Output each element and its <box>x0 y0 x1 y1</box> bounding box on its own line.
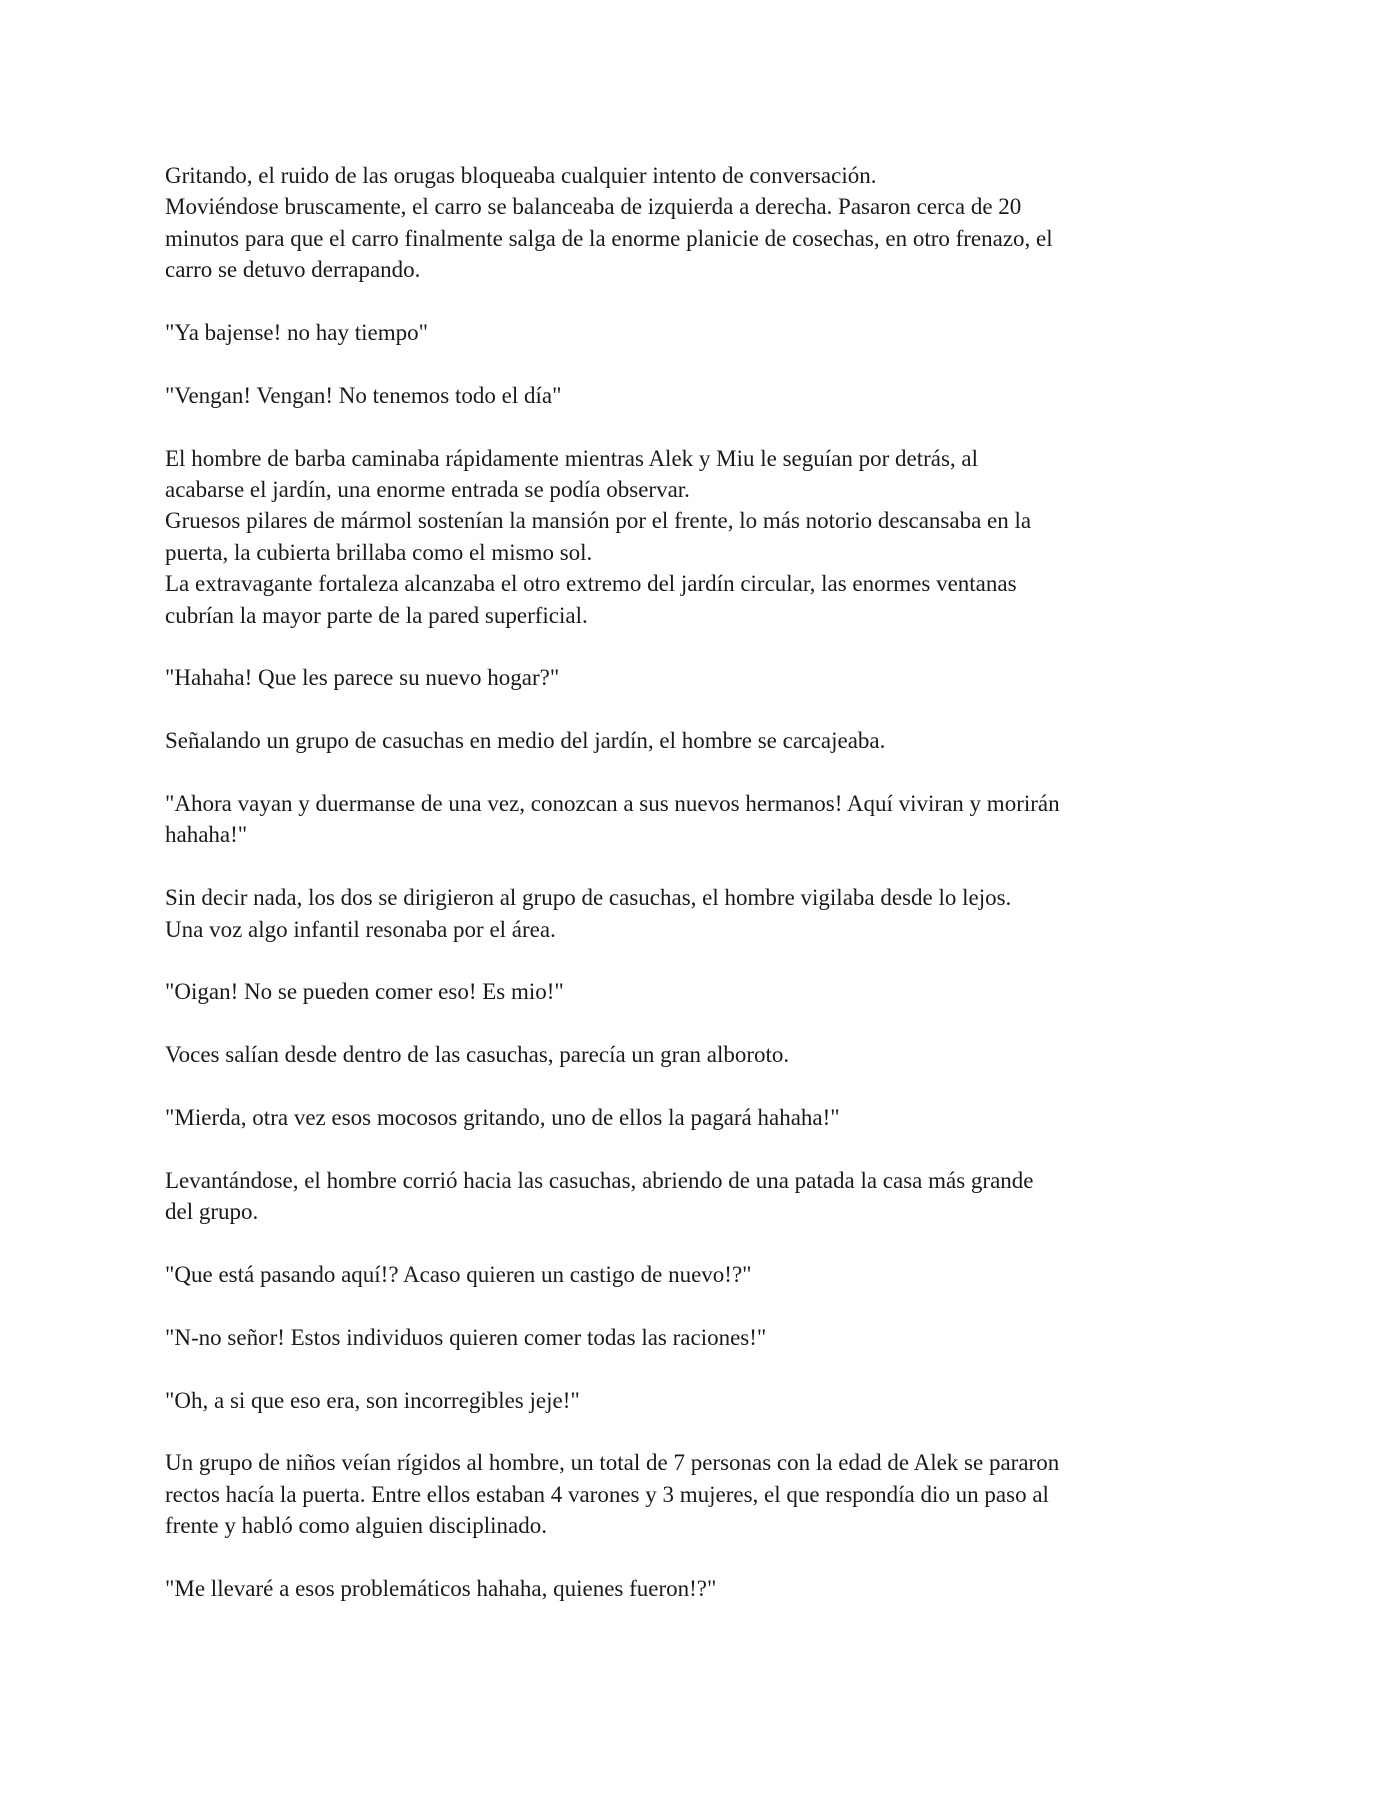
text-line: Una voz algo infantil resonaba por el área. <box>165 916 556 942</box>
text-line: carro se detuvo derrapando. <box>165 257 421 283</box>
paragraph <box>165 1039 1250 1070</box>
text-line: rectos hacía la puerta. Entre ellos estaban 4 varones y 3 mujeres, el que respondía dio un paso al <box>165 1481 1049 1507</box>
text-line: La extravagante fortaleza alcanzaba el otro extremo del jardín circular, las enormes ventanas <box>165 571 1017 597</box>
document-page <box>165 160 1250 1636</box>
text-line: del grupo. <box>165 1199 259 1225</box>
dialogue-paragraph <box>165 317 1250 348</box>
text-line: "Oigan! No se pueden comer eso! Es mio!" <box>165 979 564 1005</box>
text-line: Moviéndose bruscamente, el carro se balanceaba de izquierda a derecha. Pasaron cerca de 20 <box>165 194 1022 220</box>
dialogue-paragraph <box>165 662 1250 693</box>
text-line: "Vengan! Vengan! No tenemos todo el día" <box>165 382 562 408</box>
text-line: Un grupo de niños veían rígidos al hombre, un total de 7 personas con la edad de Alek se pararon <box>165 1450 1060 1476</box>
paragraph <box>165 725 1250 756</box>
text-line: "N-no señor! Estos individuos quieren comer todas las raciones!" <box>165 1324 767 1350</box>
text-line: Levantándose, el hombre corrió hacia las casuchas, abriendo de una patada la casa más grande <box>165 1167 1034 1193</box>
paragraph <box>165 443 1250 631</box>
dialogue-paragraph <box>165 976 1250 1007</box>
text-line: cubrían la mayor parte de la pared superficial. <box>165 602 588 628</box>
text-line: Gritando, el ruido de las orugas bloqueaba cualquier intento de conversación. <box>165 163 877 188</box>
text-line: "Oh, a si que eso era, son incorregibles jeje!" <box>165 1387 580 1413</box>
text-line: Señalando un grupo de casuchas en medio del jardín, el hombre se carcajeaba. <box>165 728 886 754</box>
text-line: frente y habló como alguien disciplinado. <box>165 1513 547 1539</box>
text-line: "Que está pasando aquí!? Acaso quieren un castigo de nuevo!?" <box>165 1262 752 1288</box>
dialogue-paragraph <box>165 1385 1250 1416</box>
dialogue-paragraph <box>165 1573 1250 1604</box>
text-line: minutos para que el carro finalmente salga de la enorme planicie de cosechas, en otro frenazo, el <box>165 225 1053 251</box>
text-line: Voces salían desde dentro de las casuchas, parecía un gran alboroto. <box>165 1042 790 1068</box>
paragraph <box>165 882 1250 945</box>
text-line: "Me llevaré a esos problemáticos hahaha, quienes fueron!?" <box>165 1576 717 1602</box>
text-line: Sin decir nada, los dos se dirigieron al grupo de casuchas, el hombre vigilaba desde lo lejos. <box>165 885 1012 911</box>
text-line: "Hahaha! Que les parece su nuevo hogar?" <box>165 665 560 691</box>
dialogue-paragraph <box>165 380 1250 411</box>
text-line: "Ahora vayan y duermanse de una vez, conozcan a sus nuevos hermanos! Aquí viviran y morirán <box>165 791 1060 817</box>
paragraph <box>165 160 1250 286</box>
text-line: El hombre de barba caminaba rápidamente mientras Alek y Miu le seguían por detrás, al <box>165 445 979 471</box>
text-line: "Mierda, otra vez esos mocosos gritando, uno de ellos la pagará hahaha!" <box>165 1105 840 1131</box>
text-line: hahaha!" <box>165 822 248 848</box>
dialogue-paragraph <box>165 1259 1250 1290</box>
text-line: puerta, la cubierta brillaba como el mismo sol. <box>165 539 593 565</box>
paragraph <box>165 1447 1250 1541</box>
text-line: Gruesos pilares de mármol sostenían la mansión por el frente, lo más notorio descansaba en la <box>165 508 1032 534</box>
dialogue-paragraph <box>165 1102 1250 1133</box>
dialogue-paragraph <box>165 1322 1250 1353</box>
dialogue-paragraph <box>165 788 1250 851</box>
paragraph <box>165 1165 1250 1228</box>
text-line: "Ya bajense! no hay tiempo" <box>165 320 429 346</box>
text-line: acabarse el jardín, una enorme entrada se podía observar. <box>165 477 690 503</box>
